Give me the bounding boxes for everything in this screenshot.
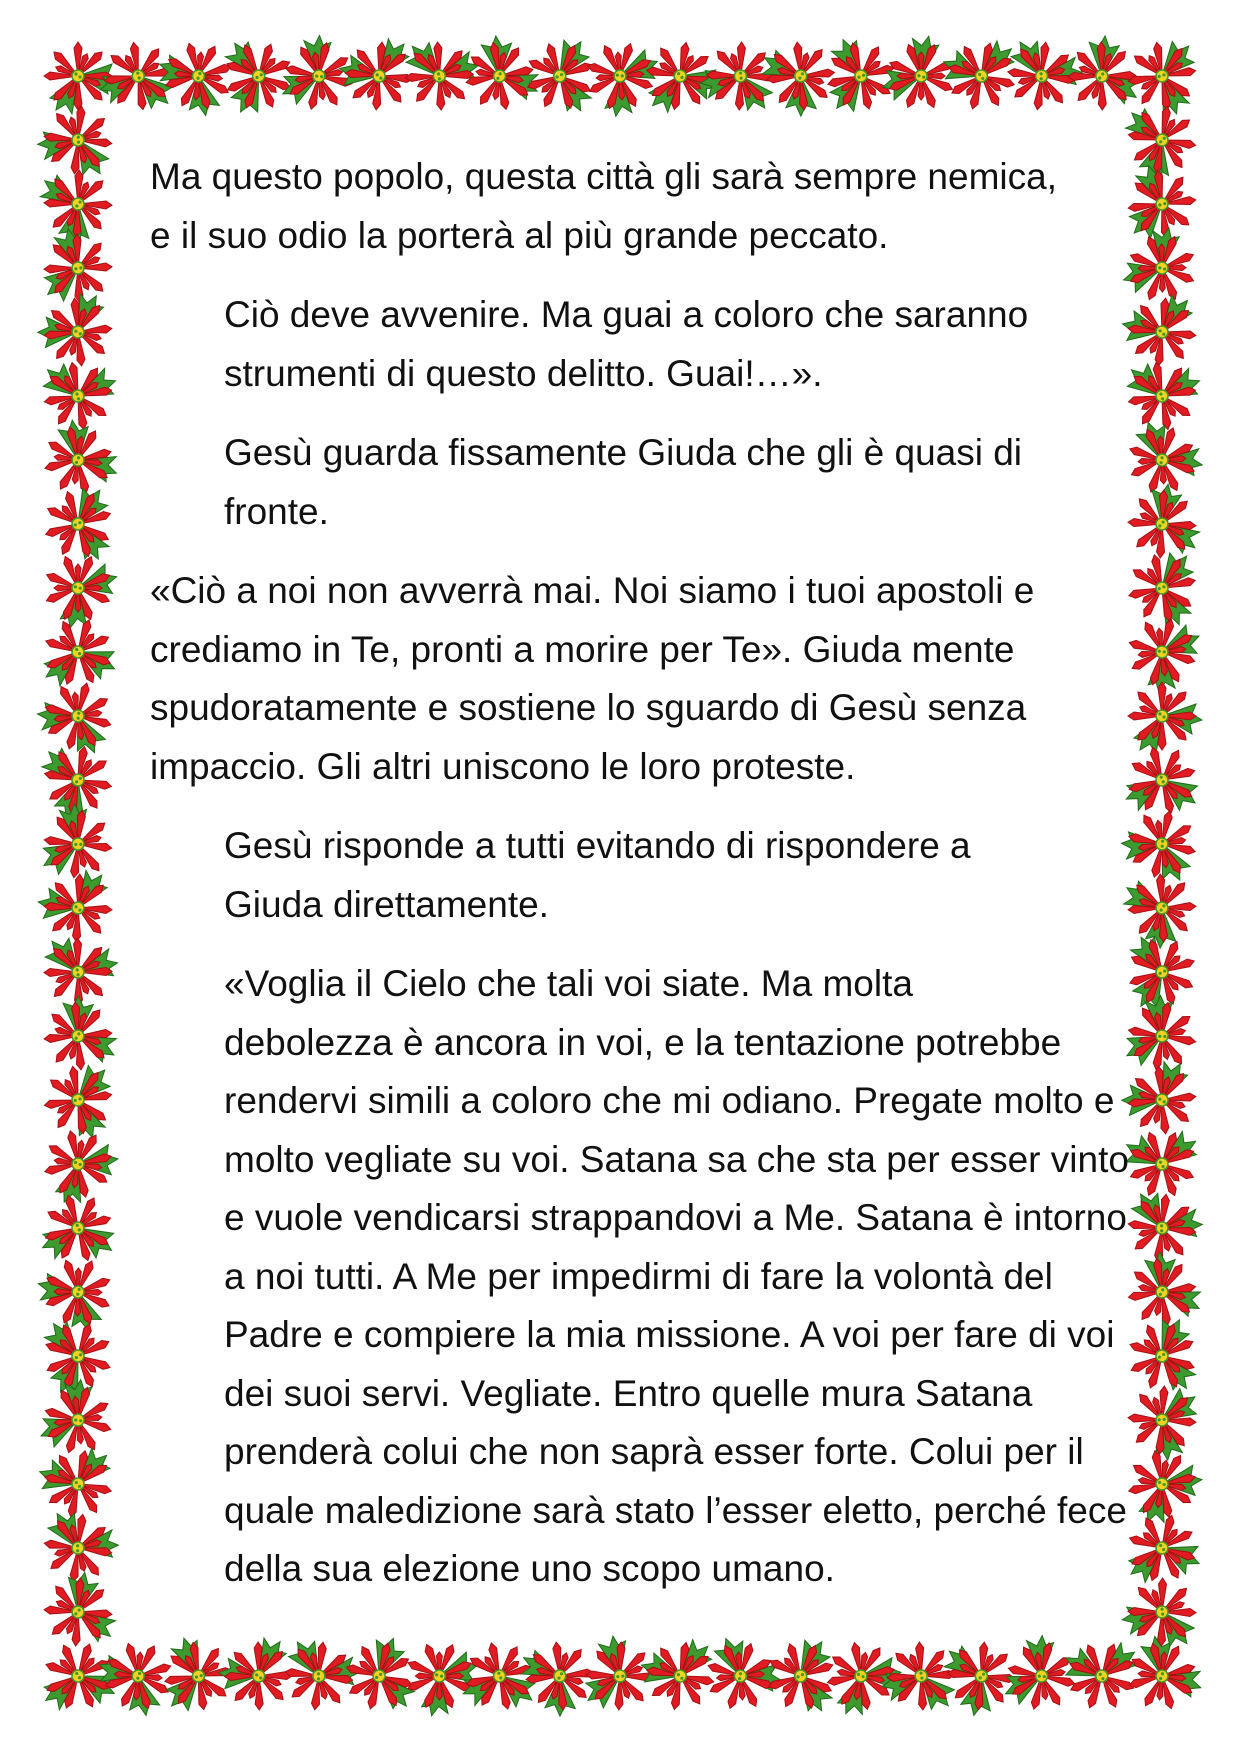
text-line: impaccio. Gli altri uniscono le loro proteste. (150, 745, 856, 787)
poinsettia-icon (23, 793, 126, 895)
poinsettia-icon (153, 34, 243, 125)
poinsettia-icon (1114, 1368, 1217, 1471)
poinsettia-icon (574, 28, 673, 126)
paragraph (150, 562, 1090, 796)
text-line: Gesù risponde a tutti evitando di rispondere a (224, 825, 971, 866)
text-line: della sua elezione uno scopo umano. (224, 1548, 835, 1589)
text-line: Padre e compiere la mia missione. A voi per fare di voi (224, 1314, 1115, 1355)
paragraph (150, 817, 1090, 934)
poinsettia-icon (940, 1639, 1018, 1719)
poinsettia-icon (32, 1439, 119, 1525)
poinsettia-icon (42, 1570, 119, 1649)
text-line: «Voglia il Cielo che tali voi siate. Ma molta (224, 963, 913, 1004)
poinsettia-icon (1122, 1247, 1205, 1331)
text-line: a noi tutti. A Me per impedirmi di fare la volontà del (224, 1255, 1053, 1297)
text-line: fronte. (224, 490, 329, 532)
poinsettia-icon (35, 412, 123, 501)
text-line: debolezza è ancora in voi, e la tentazione potrebbe (224, 1021, 1062, 1063)
poinsettia-icon (33, 609, 126, 701)
poinsettia-icon (692, 1623, 790, 1722)
text-line: Ma questo popolo, questa città gli sarà sempre nemica, (150, 156, 1057, 197)
text-line: crediamo in Te, pronti a morire per Te». Giuda mente (150, 628, 1015, 670)
poinsettia-icon (1122, 872, 1198, 950)
poinsettia-icon (1118, 1059, 1199, 1138)
poinsettia-icon (387, 21, 490, 124)
paragraph (150, 148, 1090, 265)
text-line: spudoratamente e sostiene lo sguardo di Gesù senza (150, 687, 1027, 728)
text-line: dei suoi servi. Vegliate. Entro quelle mura Satana (224, 1372, 1033, 1414)
text-line: molto vegliate su voi. Satana sa che sta per esser vinto (224, 1138, 1129, 1180)
document-body (150, 148, 1129, 1620)
poinsettia-icon (1110, 220, 1206, 315)
poinsettia-icon (27, 1493, 129, 1595)
text-line: e il suo odio la porterà al più grande peccato. (150, 214, 889, 256)
poinsettia-icon (1115, 536, 1215, 637)
text-line: strumenti di questo delitto. Guai!…». (224, 352, 823, 394)
poinsettia-icon (1119, 290, 1200, 369)
text-line: Giuda direttamente. (224, 883, 549, 925)
poinsettia-icon (28, 670, 127, 770)
poinsettia-icon (218, 1637, 293, 1710)
poinsettia-icon (34, 541, 130, 635)
poinsettia-icon (34, 291, 115, 370)
poinsettia-icon (1128, 682, 1202, 754)
poinsettia-icon (41, 993, 119, 1073)
poinsettia-icon (1126, 482, 1202, 560)
poinsettia-icon (37, 1122, 125, 1209)
poinsettia-icon (518, 1639, 597, 1720)
text-line: rendervi simili a coloro che mi odiano. Pregate molto e (224, 1080, 1115, 1121)
paragraph (150, 424, 1090, 541)
paragraph (150, 286, 1090, 403)
poinsettia-icon (759, 39, 838, 120)
text-line: Gesù guarda fissamente Giuda che gli è quasi di (224, 432, 1023, 473)
text-line: Ciò deve avvenire. Ma guai a coloro che saranno (224, 294, 1029, 335)
poinsettia-icon (1114, 734, 1214, 833)
poinsettia-icon (30, 1248, 124, 1343)
text-line: «Ciò a noi non avverrà mai. Noi siamo i tuoi apostoli e (150, 570, 1035, 611)
poinsettia-icon (36, 868, 114, 944)
paragraph (150, 955, 1129, 1599)
poinsettia-icon (395, 1629, 491, 1723)
text-line: prenderà colui che non saprà esser forte. Colui per il (224, 1431, 1084, 1472)
poinsettia-icon (990, 21, 1092, 124)
poinsettia-icon (39, 169, 114, 245)
poinsettia-icon (1052, 1626, 1147, 1720)
poinsettia-icon (336, 35, 416, 113)
text-line: e vuole vendicarsi strappandovi a Me. Satana è intorno (224, 1197, 1127, 1238)
text-line: quale maledizione sarà stato l’esser eletto, perché fece (224, 1489, 1127, 1531)
poinsettia-icon (1067, 35, 1140, 110)
